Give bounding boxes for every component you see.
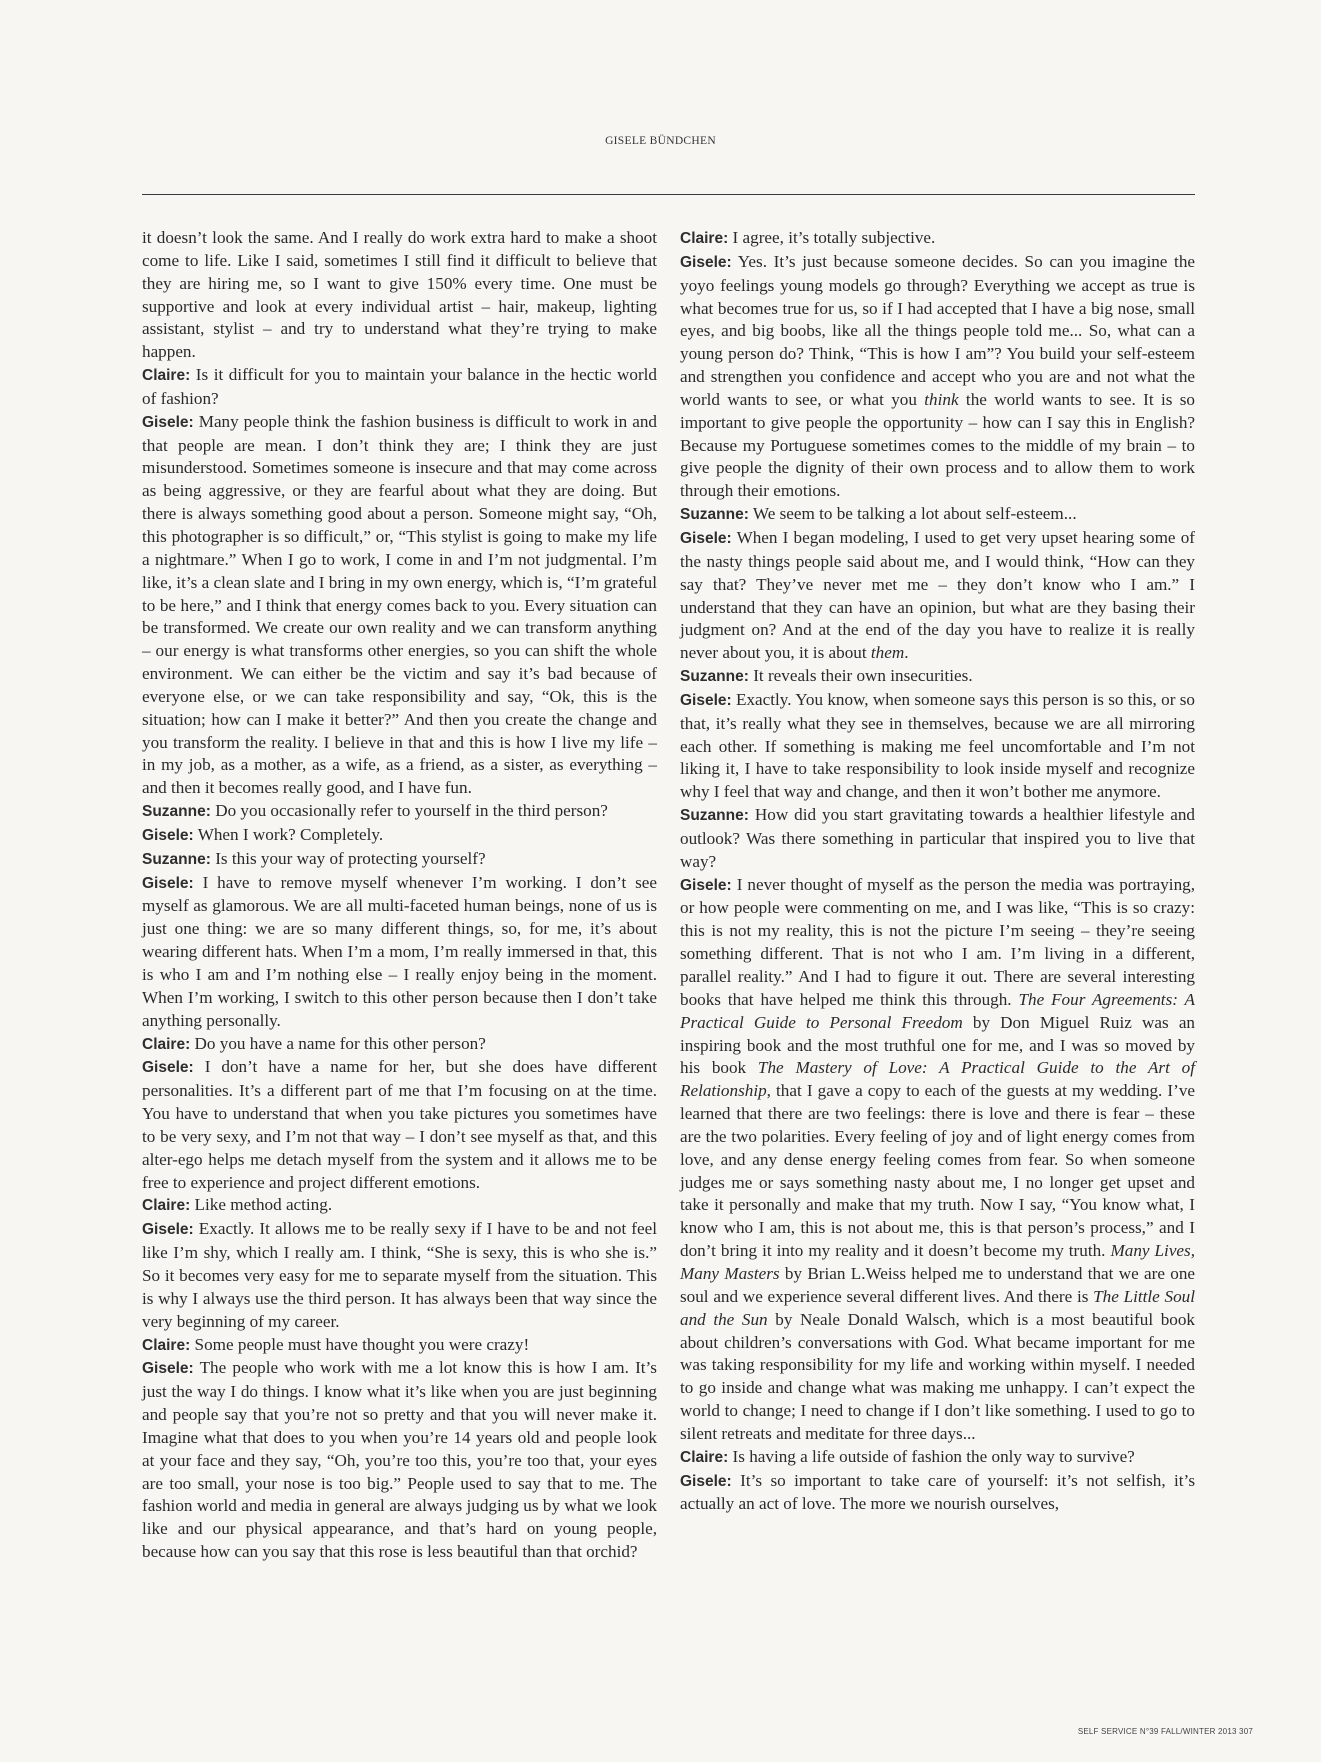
- speaker-label: Gisele:: [142, 874, 194, 892]
- speaker-label: Gisele:: [142, 413, 194, 431]
- book-title: The Mastery of Love: A Practical Guide to the Art of Relationship: [680, 1058, 1196, 1101]
- paragraph: it doesn’t look the same. And I really do work extra hard to make a shoot come to life. Like I said, sometimes I still find it difficult to believe that they are hiring me, so I want to give 150% every time. One must be supportive and look at every individual artist – hair, makeup, lighting assistant, stylist – and try to understand what they’re trying to make happen.: [142, 228, 657, 362]
- paragraph: Suzanne: It reveals their own insecurities.: [680, 666, 973, 686]
- book-title: The Little Soul and the Sun: [680, 1286, 1196, 1329]
- book-title: The Four Agreements: A Practical Guide to Personal Freedom: [680, 989, 1196, 1032]
- paragraph: Suzanne: How did you start gravitating towards a healthier lifestyle and outlook? Was there something in particular that inspired you to live that way?: [680, 805, 1195, 871]
- paragraph: Gisele: Exactly. It allows me to be really sexy if I have to be and not feel like I’m shy, which I really am. I think, “She is sexy, this is who she is.” So it becomes very easy for me to separate myself from the situation. This is why I always use the third person. It has always been that way since the very beginning of my career.: [142, 1219, 657, 1331]
- right-column: [680, 227, 1195, 1516]
- speaker-label: Claire:: [142, 1035, 191, 1053]
- page-folio: SELF SERVICE N°39 FALL/WINTER 2013 307: [1077, 1727, 1253, 1736]
- speaker-label: Claire:: [680, 1448, 729, 1466]
- speaker-label: Suzanne:: [680, 506, 749, 524]
- speaker-label: Gisele:: [142, 826, 194, 844]
- paragraph: Gisele: I don’t have a name for her, but she does have different personalities. It’s a different part of me that I’m focusing on at the time. You have to understand that when you take pictures you sometimes have to be very sexy, and I’m not that way – I don’t see myself as that, and this alter-ego helps me detach myself from the system and it allows me to be free to experience and project different emotions.: [142, 1057, 657, 1192]
- speaker-label: Claire:: [680, 230, 729, 247]
- paragraph: Suzanne: Do you occasionally refer to yourself in the third person?: [142, 801, 608, 821]
- speaker-label: Gisele:: [142, 1221, 194, 1239]
- book-title: Many Lives, Many Masters: [680, 1241, 1195, 1283]
- speaker-label: Gisele:: [142, 1360, 194, 1378]
- left-column: [142, 227, 657, 1564]
- paragraph: Claire: Do you have a name for this other person?: [142, 1033, 486, 1053]
- running-title: GISELE BÜNDCHEN: [605, 135, 716, 147]
- paragraph: Gisele: Many people think the fashion business is difficult to work in and that people are mean. I don’t think they are; I think they are just misunderstood. Sometimes someone is insecure and that may come across as being aggressive, or they are fearful about what they are doing. But there is always something good about a person. Someone might say, “Oh, this photographer is so difficult,” or, “This stylist is going to make my life a nightmare.” When I go to work, I come in and I’m not judgmental. I’m like, it’s a clean slate and I bring in my own energy, which is, “I’m grateful to be here,” and I think that energy comes back to you. Every situation can be transformed. We create our own reality and we can transform anything – our energy is what transforms other energies, so you can shift the whole environment. We can either be the victim and say it’s bad because of everyone else, or we can take responsibility and say, “Ok, this is the situation; how can I make it better?” And then you create the change and you transform the reality. I believe in that and this is how I live my life – in my job, as a mother, as a wife, as a friend, as a sister, as everything – and then it becomes really good, and I have fun.: [142, 411, 657, 798]
- paragraph: Gisele: I have to remove myself whenever I’m working. I don’t see myself as glamorous. We are all multi-faceted human beings, none of us is just one thing: we are so many different things, so, for me, it’s about wearing different hats. When I’m a mom, I’m really immersed in that, this is who I am and I’m nothing else – I really enjoy being in the moment. When I’m working, I switch to this other person because then I don’t take anything personally.: [142, 872, 657, 1030]
- paragraph: Suzanne: Is this your way of protecting yourself?: [142, 848, 486, 868]
- speaker-label: Gisele:: [680, 876, 732, 894]
- speaker-label: Suzanne:: [142, 803, 211, 821]
- speaker-label: Gisele:: [680, 253, 732, 271]
- speaker-label: Suzanne:: [680, 668, 749, 686]
- paragraph: Gisele: It’s so important to take care of yourself: it’s not selfish, it’s actually an act of love. The more we nourish ourselves,: [680, 1470, 1195, 1514]
- speaker-label: Gisele:: [680, 691, 732, 709]
- paragraph: Gisele: When I work? Completely.: [142, 824, 384, 844]
- speaker-label: Claire:: [142, 367, 191, 385]
- speaker-label: Suzanne:: [680, 807, 749, 825]
- paragraph: Gisele: The people who work with me a lot know this is how I am. It’s just the way I do things. I know what it’s like when you are just beginning and people say that you’re not so pretty and that you will never make it. Imagine what that does to you when you’re 14 years old and people look at your face and they say, “Oh, you’re too this, you’re too that, your eyes are too small, your nose is too big.” People used to say that to me. The fashion world and media in general are always judging us by what we look like and our physical appearance, and that’s hard on young people, because how can you say that this rose is less beautiful than that orchid?: [142, 1358, 657, 1562]
- paragraph: Suzanne: We seem to be talking a lot about self-esteem...: [680, 504, 1077, 524]
- paragraph: Gisele: Exactly. You know, when someone says this person is so this, or so that, it’s really what they see in themselves, because we are all mirroring each other. If something is making me feel uncomfortable and I’m not liking it, I have to take responsibility to look inside myself and recognize why I feel that way and change, and then it won’t bother me anymore.: [680, 689, 1195, 802]
- paragraph: Claire: Is having a life outside of fashion the only way to survive?: [680, 1446, 1135, 1466]
- paragraph: Gisele: I never thought of myself as the person the media was portraying, or how people were commenting on me, and I was like, “This is so crazy: this is not my reality, this is not the picture I’m seeing – they’re seeing something different. That is not who I am. I’m living in a different, parallel reality.” And I had to figure it out. There are several interesting books that have helped me think this through. The Four Agreements: A Practical Guide to Personal Freedom by Don Miguel Ruiz was an inspiring book and the most truthful one for me, and I was so moved by his book The Mastery of Love: A Practical Guide to the Art of Relationship, that I gave a copy to each of the guests at my wedding. I’ve learned that there are two feelings: there is love and there is fear – these are the two polarities. Every feeling of joy and of light energy comes from love, and any dense energy feeling comes from fear. So when someone judges me or says something nasty about me, I no longer get upset and take it personally and make that my truth. Now I say, “You know what, I know who I am, this is not about me, this is that person’s process,” and I don’t bring it into my reality and it doesn’t become my truth. Many Lives, Many Masters by Brian L.Weiss helped me to understand that we are one soul and we experience several different lives. And there is The Little Soul and the Sun by Neale Donald Walsch, which is a most beautiful book about children’s conversations with God. What became important for me was taking responsibility for my life and working within myself. I needed to go inside and change what was making me unhappy. I can’t expect the world to change; I need to change if I don’t like something. I used to go to silent retreats and meditate for three days...: [680, 874, 1196, 1443]
- paragraph: Gisele: Yes. It’s just because someone decides. So can you imagine the yoyo feelings young models go through? Everything we accept as true is what becomes true for us, so if I had accepted that I have a big nose, small eyes, and big boobs, like all the things people told me... So, what can a young person do? Think, “This is how I am”? You build your self-esteem and strengthen you confidence and accept who you are and not what the world wants to see, or what you think the world wants to see. It is so important to give people the opportunity – how can I say this in English? Because my Portuguese sometimes comes to the middle of my brain – to give people the dignity of their own process and to allow them to work through their emotions.: [680, 251, 1195, 501]
- speaker-label: Suzanne:: [142, 850, 211, 868]
- header-rule: [142, 194, 1195, 195]
- speaker-label: Claire:: [142, 1336, 191, 1354]
- paragraph: Claire: Is it difficult for you to maintain your balance in the hectic world of fashion?: [142, 365, 657, 408]
- speaker-label: Gisele:: [680, 529, 732, 547]
- speaker-label: Gisele:: [142, 1059, 194, 1077]
- paragraph: Claire: Some people must have thought you were crazy!: [142, 1334, 530, 1354]
- speaker-label: Claire:: [142, 1197, 191, 1215]
- paragraph: Claire: Like method acting.: [142, 1195, 333, 1215]
- speaker-label: Gisele:: [680, 1472, 732, 1490]
- paragraph: Claire: I agree, it’s totally subjective.: [680, 228, 936, 247]
- paragraph: Gisele: When I began modeling, I used to get very upset hearing some of the nasty things people said about me, and I would think, “How can they say that? They’ve never met me – they don’t know who I am.” I understand that they can have an opinion, but what are they basing their judgment on? And at the end of the day you have to realize it is really never about you, it is about them.: [680, 527, 1195, 663]
